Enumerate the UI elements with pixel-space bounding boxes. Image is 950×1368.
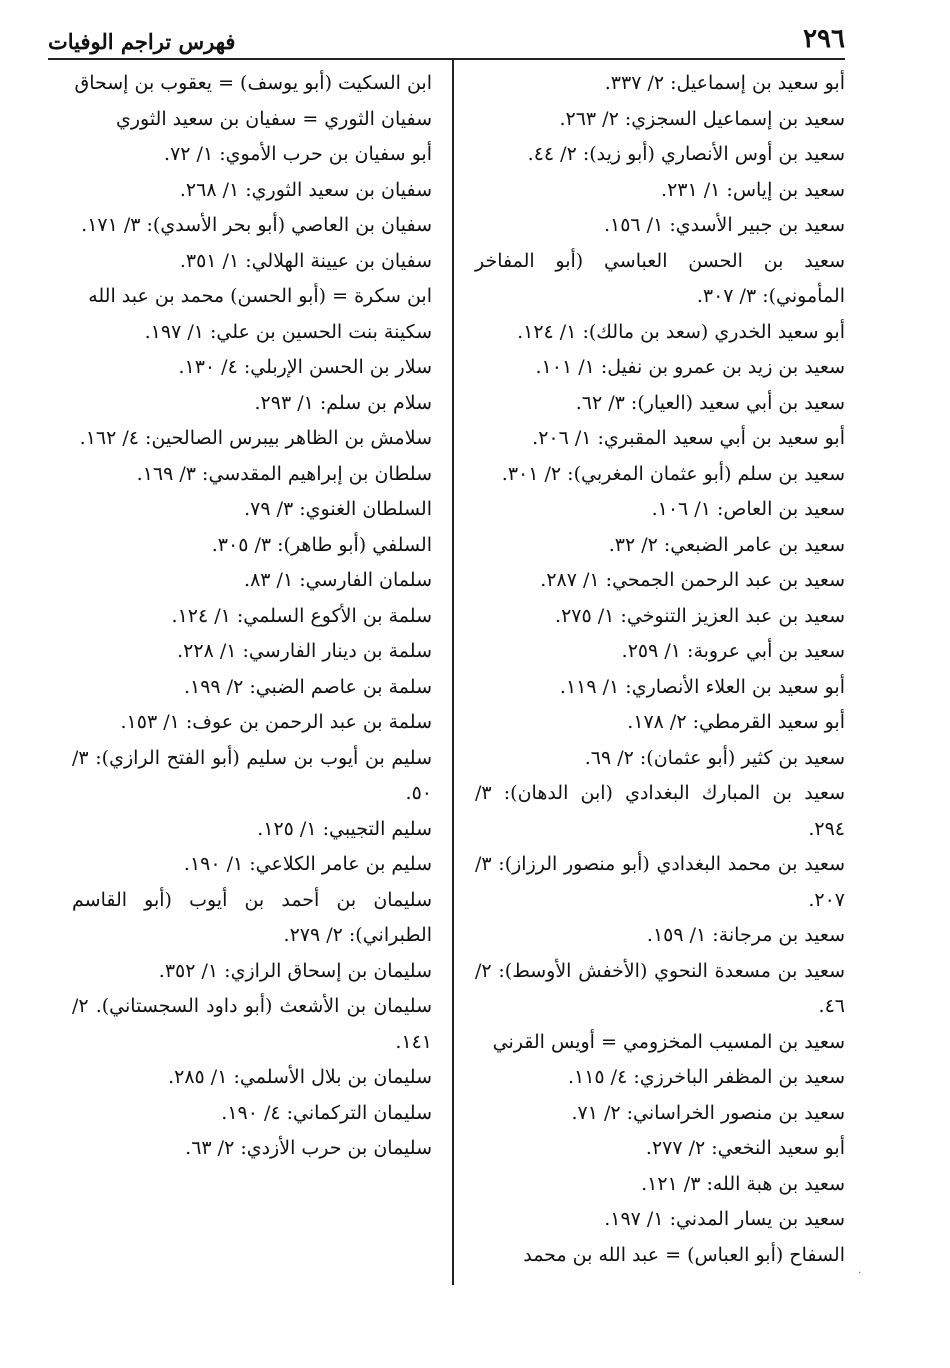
index-entry: سعيد بن سلم (أبو عثمان المغربي): ٢/ ٣٠١. (501, 462, 845, 485)
index-entry: ابن سكرة = (أبو الحسن) محمد بن عبد الله (88, 285, 432, 307)
index-entry: سلام بن سلم: ١/ ٢٩٣. (254, 391, 432, 414)
index-entry: سلمة بن دينار الفارسي: ١/ ٢٢٨. (177, 640, 432, 662)
index-entry: سعيد بن إياس: ١/ ٢٣١. (661, 178, 845, 201)
index-entry: سعيد بن عبد العزيز التنوخي: ١/ ٢٧٥. (555, 604, 845, 627)
page-header (48, 10, 845, 60)
index-entry: أبو سعيد بن العلاء الأنصاري: ١/ ١١٩. (559, 675, 845, 698)
index-entry: سليمان بن بلال الأسلمي: ١/ ٢٨٥. (168, 1066, 432, 1088)
page-number: ٢٩٦ (803, 24, 845, 54)
index-entry: سليمان التركماني: ٤/ ١٩٠. (221, 1101, 432, 1124)
index-entry: سعيد بن منصور الخراساني: ٢/ ٧١. (571, 1101, 845, 1124)
index-entry: سليم التجيبي: ١/ ١٢٥. (257, 817, 432, 840)
column-divider (452, 60, 454, 1285)
index-entry: سلطان بن إبراهيم المقدسي: ٣/ ١٦٩. (136, 462, 432, 485)
index-entry: السلفي (أبو طاهر): ٣/ ٣٠٥. (211, 533, 432, 556)
index-entry: أبو سفيان بن حرب الأموي: ١/ ٧٢. (164, 143, 432, 165)
index-entry: سعيد بن أبي سعيد (العيار): ٣/ ٦٢. (575, 391, 845, 414)
index-entry: سعيد بن عامر الضبعي: ٢/ ٣٢. (608, 533, 845, 556)
stray-mark: · (858, 1268, 862, 1279)
index-entry: سلمان الفارسي: ١/ ٨٣. (244, 569, 432, 591)
index-entry: سكينة بنت الحسين بن علي: ١/ ١٩٧. (144, 320, 432, 343)
index-entry: سعيد بن إسماعيل السجزي: ٢/ ٢٦٣. (559, 107, 845, 130)
index-entry: سليمان بن حرب الأزدي: ٢/ ٦٣. (185, 1137, 432, 1159)
index-entry: سليمان بن الأشعث (أبو داود السجستاني). ٢/ ١٤١. (72, 995, 432, 1053)
index-entry: أبو سعيد بن أبي سعيد المقبري: ١/ ٢٠٦. (532, 427, 845, 449)
index-entry: سليمان بن إسحاق الرازي: ١/ ٣٥٢. (158, 959, 432, 982)
index-entry: سلمة بن الأكوع السلمي: ١/ ١٢٤. (171, 604, 432, 627)
index-entry: السلطان الغنوي: ٣/ ٧٩. (244, 498, 432, 520)
index-entry: سعيد بن محمد البغدادي (أبو منصور الرزاز): ٣/ ٢٠٧. (475, 853, 845, 911)
index-entry: أبو سعيد بن إسماعيل: ٢/ ٣٣٧. (604, 72, 845, 94)
index-entry: سليم بن عامر الكلاعي: ١/ ١٩٠. (183, 853, 432, 875)
running-title: فهرس تراجم الوفيات (48, 29, 236, 54)
index-entry: السفاح (أبو العباس) = عبد الله بن محمد (523, 1243, 845, 1266)
index-entry: سعيد بن المبارك البغدادي (ابن الدهان): ٣/ ٢٩٤. (475, 782, 845, 840)
index-entry: أبو سعيد الخدري (سعد بن مالك): ١/ ١٢٤. (517, 320, 845, 343)
index-column-left (72, 66, 432, 1167)
index-entry: سعيد بن عبد الرحمن الجمحي: ١/ ٢٨٧. (540, 569, 845, 591)
index-entry: سفيان بن سعيد الثوري: ١/ ٢٦٨. (179, 178, 432, 201)
index-entry: سعيد بن مرجانة: ١/ ١٥٩. (646, 924, 845, 946)
index-entry: سعيد بن المسيب المخزومي = أويس القرني (492, 1030, 845, 1053)
index-entry: سفيان الثوري = سفيان بن سعيد الثوري (115, 107, 432, 130)
index-entry: سليم بن أيوب بن سليم (أبو الفتح الرازي): ٣/ ٥٠. (72, 746, 432, 804)
index-entry: سعيد بن جبير الأسدي: ١/ ١٥٦. (603, 214, 845, 236)
index-entry: سعيد بن العاص: ١/ ١٠٦. (651, 498, 845, 520)
index-entry: سعيد بن أبي عروبة: ١/ ٢٥٩. (621, 640, 845, 662)
index-entry: سليمان بن أحمد بن أيوب (أبو القاسم الطبراني): ٢/ ٢٧٩. (72, 888, 432, 946)
index-entry: ابن السكيت (أبو يوسف) = يعقوب بن إسحاق (74, 72, 432, 94)
index-entry: أبو سعيد النخعي: ٢/ ٢٧٧. (645, 1137, 845, 1159)
index-entry: سعيد بن مسعدة النحوي (الأخفش الأوسط): ٢/ ٤٦. (475, 959, 845, 1017)
index-entry: سعيد بن الحسن العباسي (أبو المفاخر المأموني): ٣/ ٣٠٧. (475, 249, 845, 307)
index-entry: سعيد بن أوس الأنصاري (أبو زيد): ٢/ ٤٤. (527, 143, 845, 165)
index-entry: سلمة بن عبد الرحمن بن عوف: ١/ ١٥٣. (120, 711, 432, 733)
index-entry: سلمة بن عاصم الضبي: ٢/ ١٩٩. (183, 675, 432, 698)
index-column-right (475, 66, 845, 1273)
index-entry: سلار بن الحسن الإربلي: ٤/ ١٣٠. (178, 356, 432, 378)
index-entry: سعيد بن المظفر الباخرزي: ٤/ ١١٥. (567, 1066, 845, 1088)
index-entry: أبو سعيد القرمطي: ٢/ ١٧٨. (627, 711, 845, 733)
index-entry: سفيان بن عيينة الهلالي: ١/ ٣٥١. (179, 249, 432, 272)
index-entry: سعيد بن يسار المدني: ١/ ١٩٧. (604, 1208, 845, 1230)
index-entry: سفيان بن العاصي (أبو بحر الأسدي): ٣/ ١٧١. (81, 214, 432, 236)
index-entry: سعيد بن هبة الله: ٣/ ١٢١. (641, 1172, 845, 1195)
index-entry: سعيد بن كثير (أبو عثمان): ٢/ ٦٩. (584, 746, 845, 769)
index-entry: سعيد بن زيد بن عمرو بن نفيل: ١/ ١٠١. (535, 356, 845, 378)
index-entry: سلامش بن الظاهر بيبرس الصالحين: ٤/ ١٦٢. (79, 427, 432, 449)
